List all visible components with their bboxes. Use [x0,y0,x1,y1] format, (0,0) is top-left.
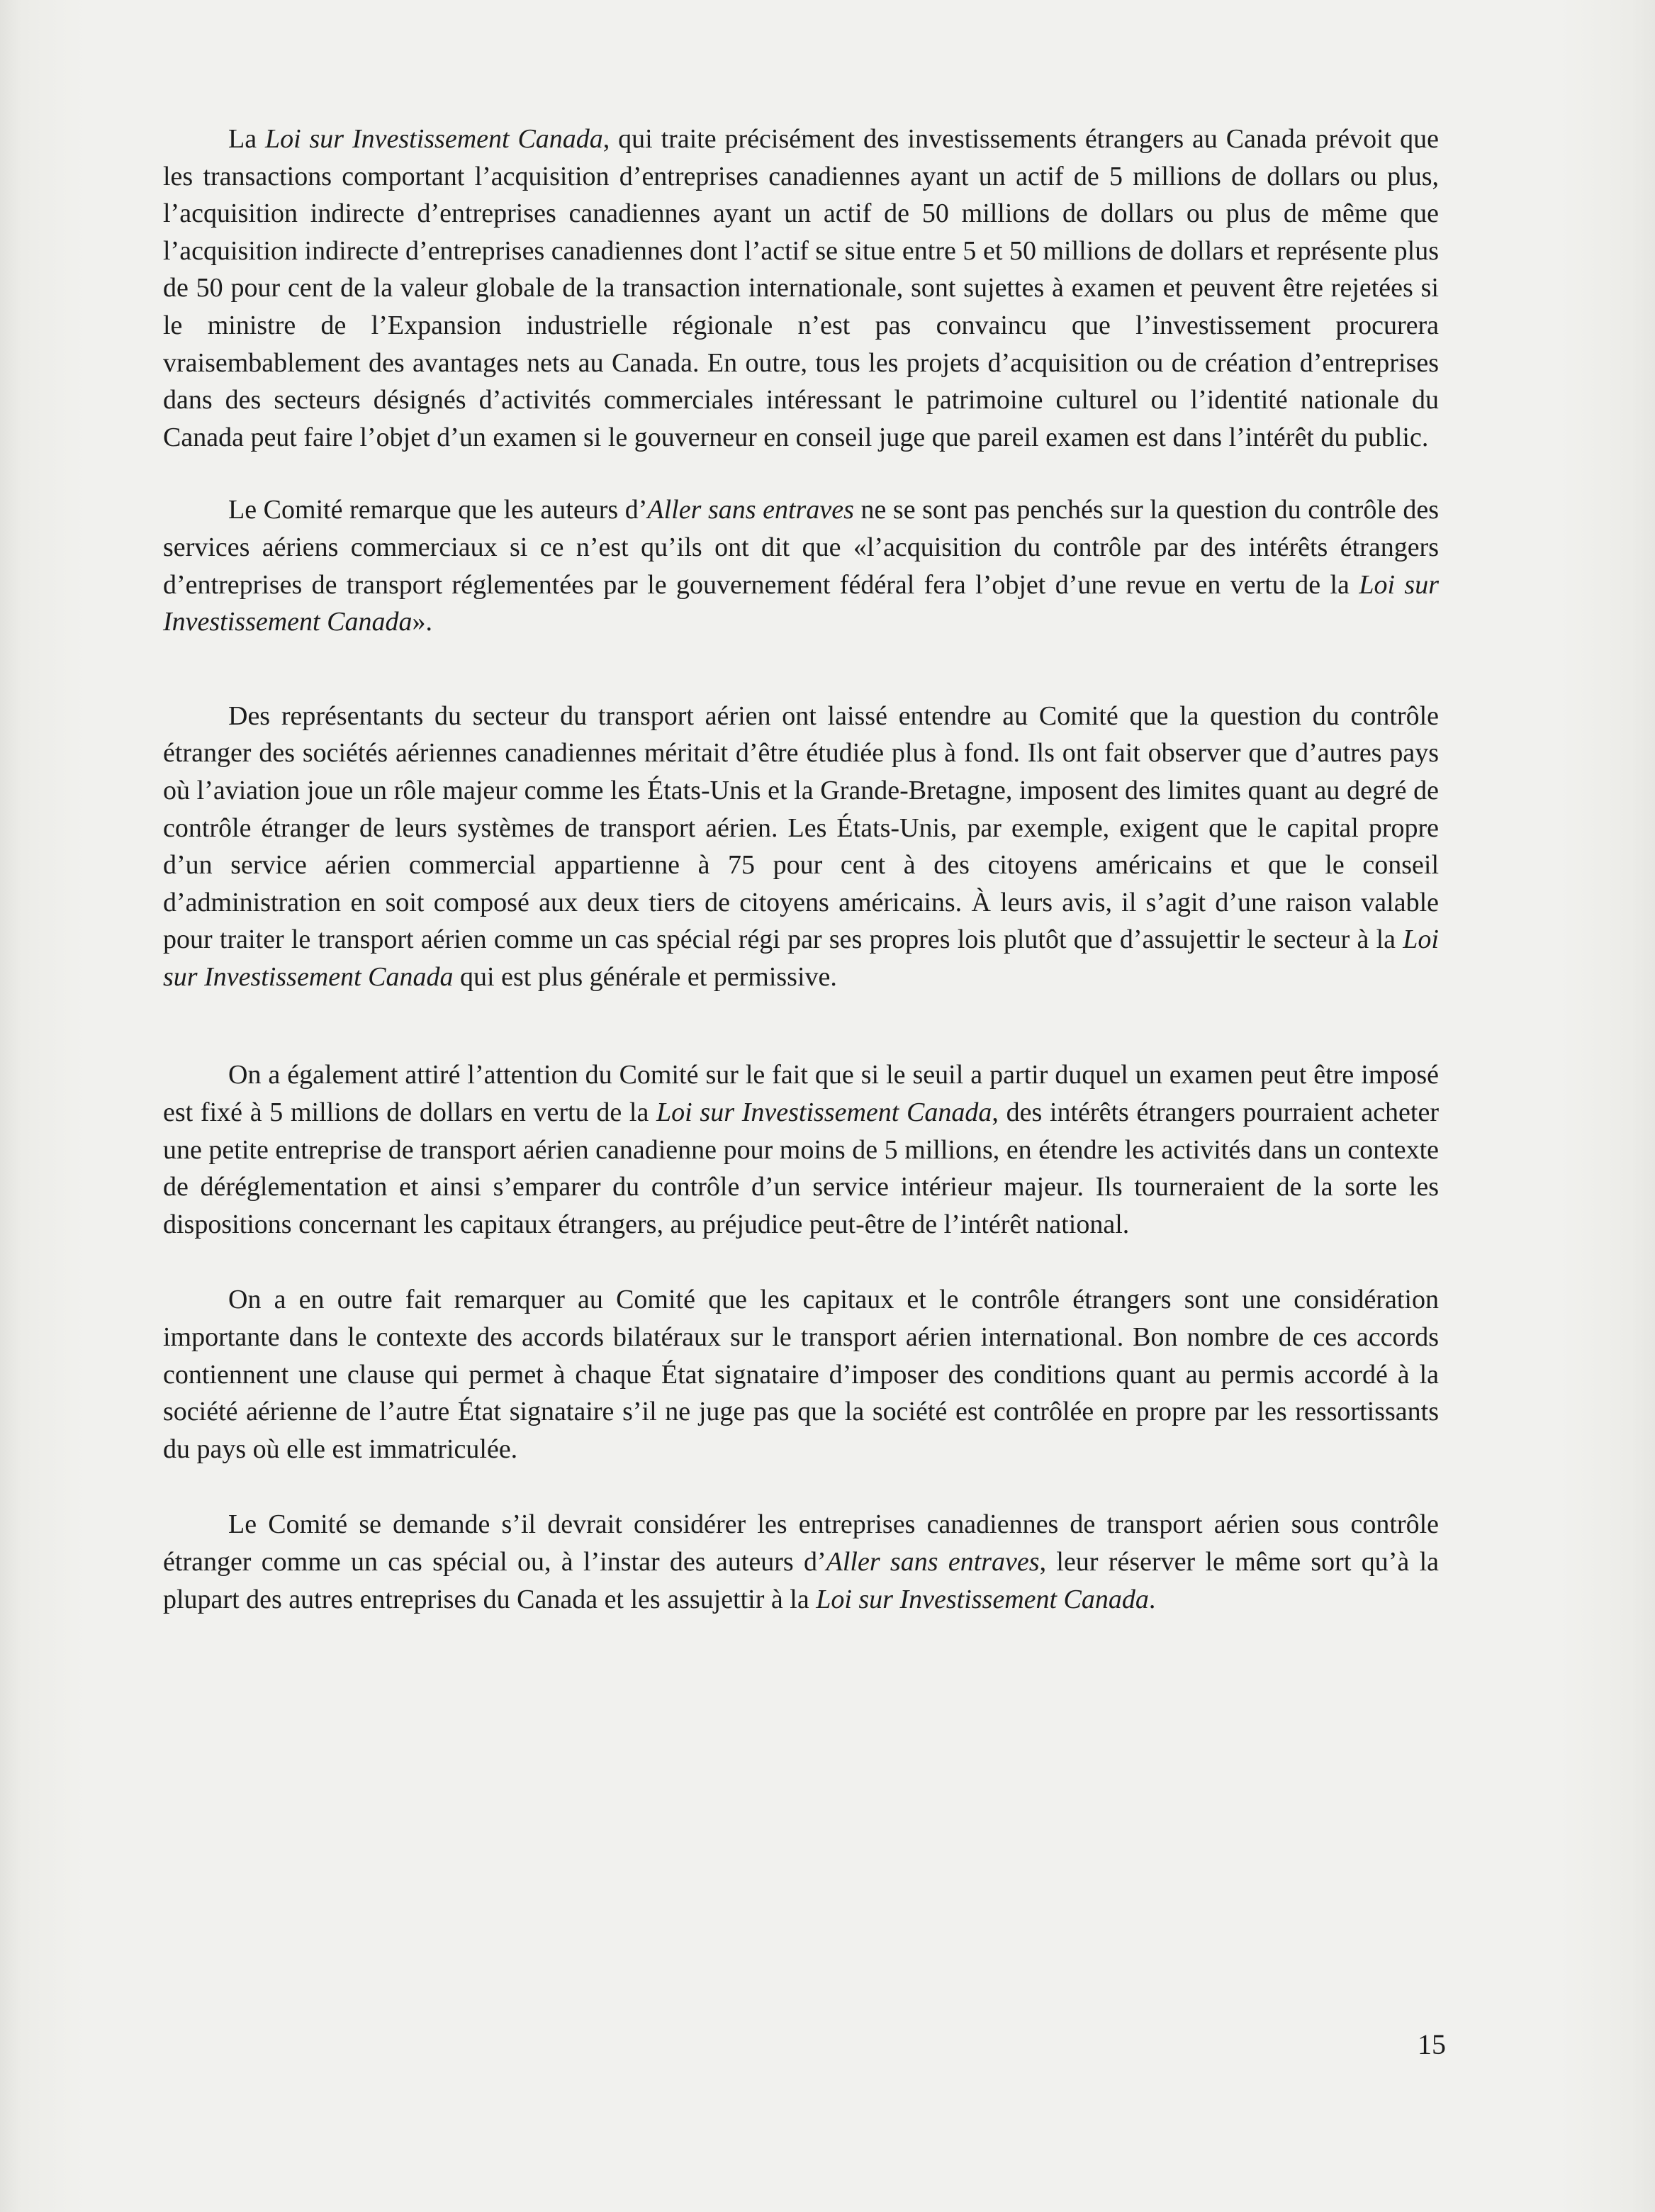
paragraph-industry-representatives: Des représentants du secteur du transport aérien ont laissé entendre au Comité que la question du contrôle étranger des sociétés aériennes canadiennes méritait d’être étudiée plus à fond. Ils ont fait observer que d’autres pays où l’aviation joue un rôle majeur comme les États-Unis et la Grande-Bretagne, imposent des limites quant au degré de contrôle étranger de leurs systèmes de transport aérien. Les États-Unis, par exemple, exigent que le capital propre d’un service aérien commercial appartienne à 75 pour cent à des citoyens américains et que le conseil d’administration en soit composé aux deux tiers de citoyens américains. À leurs avis, il s’agit d’une raison valable pour traiter le transport aérien comme un cas spécial régi par ses propres lois plutôt que d’assujettir le secteur à la Loi sur Investissement Canada qui est plus générale et permissive. [163,700,1439,992]
page-number: 15 [1418,2028,1446,2060]
body-text [163,121,1439,1618]
paragraph-bilateral-agreements: On a en outre fait remarquer au Comité que les capitaux et le contrôle étrangers sont une considération importante dans le contexte des accords bilatéraux sur le transport aérien international. Bon nombre de ces accords contiennent une clause qui permet à chaque État signataire d’imposer des conditions quant au permis accordé à la société aérienne de l’autre État signataire s’il ne juge pas que la société est contrôlée en propre par les ressortissants du pays où elle est immatriculée. [163,1285,1439,1464]
paragraph-threshold: On a également attiré l’attention du Comité sur le fait que si le seuil a partir duquel un examen peut être imposé est fixé à 5 millions de dollars en vertu de la Loi sur Investissement Canada, des intérêts étrangers pourraient acheter une petite entreprise de transport aérien canadienne pour moins de 5 millions, en étendre les activités dans un contexte de déréglementation et ainsi s’emparer du contrôle d’un service intérieur majeur. Ils tourneraient de la sorte les dispositions concernant les capitaux étrangers, au préjudice peut-être de l’intérêt national. [163,1060,1439,1239]
paragraph-committee-question: Le Comité se demande s’il devrait considérer les entreprises canadiennes de transport aérien sous contrôle étranger comme un cas spécial ou, à l’instar des auteurs d’Aller sans entraves, leur réserver le même sort qu’à la plupart des autres entreprises du Canada et les assujettir à la Loi sur Investissement Canada. [163,1509,1439,1614]
paragraph-committee-remark: Le Comité remarque que les auteurs d’Aller sans entraves ne se sont pas penchés sur la question du contrôle des services aériens commerciaux si ce n’est qu’ils ont dit que «l’acquisition du contrôle par des intérêts étrangers d’entreprises de transport réglementées par le gouvernement fédéral fera l’objet d’une revue en vertu de la Loi sur Investissement Canada». [163,495,1439,637]
paragraph-investment-act: La Loi sur Investissement Canada, qui traite précisément des investissements étrangers au Canada prévoit que les transactions comportant l’acquisition d’entreprises canadiennes ayant un actif de 5 millions de dollars ou plus, l’acquisition indirecte d’entreprises canadiennes ayant un actif de 50 millions de dollars ou plus de même que l’acquisition indirecte d’entreprises canadiennes dont l’actif se situe entre 5 et 50 millions de dollars et représente plus de 50 pour cent de la valeur globale de la transaction internationale, sont sujettes à examen et peuvent être rejetées si le ministre de l’Expansion industrielle régionale n’est pas convaincu que l’investissement procurera vraisembablement des avantages nets au Canada. En outre, tous les projets d’acquisition ou de création d’entreprises dans des secteurs désignés d’activités commerciales intéressant le patrimoine culturel ou l’identité nationale du Canada peut faire l’objet d’un examen si le gouverneur en conseil juge que pareil examen est dans l’intérêt du public. [163,124,1439,452]
